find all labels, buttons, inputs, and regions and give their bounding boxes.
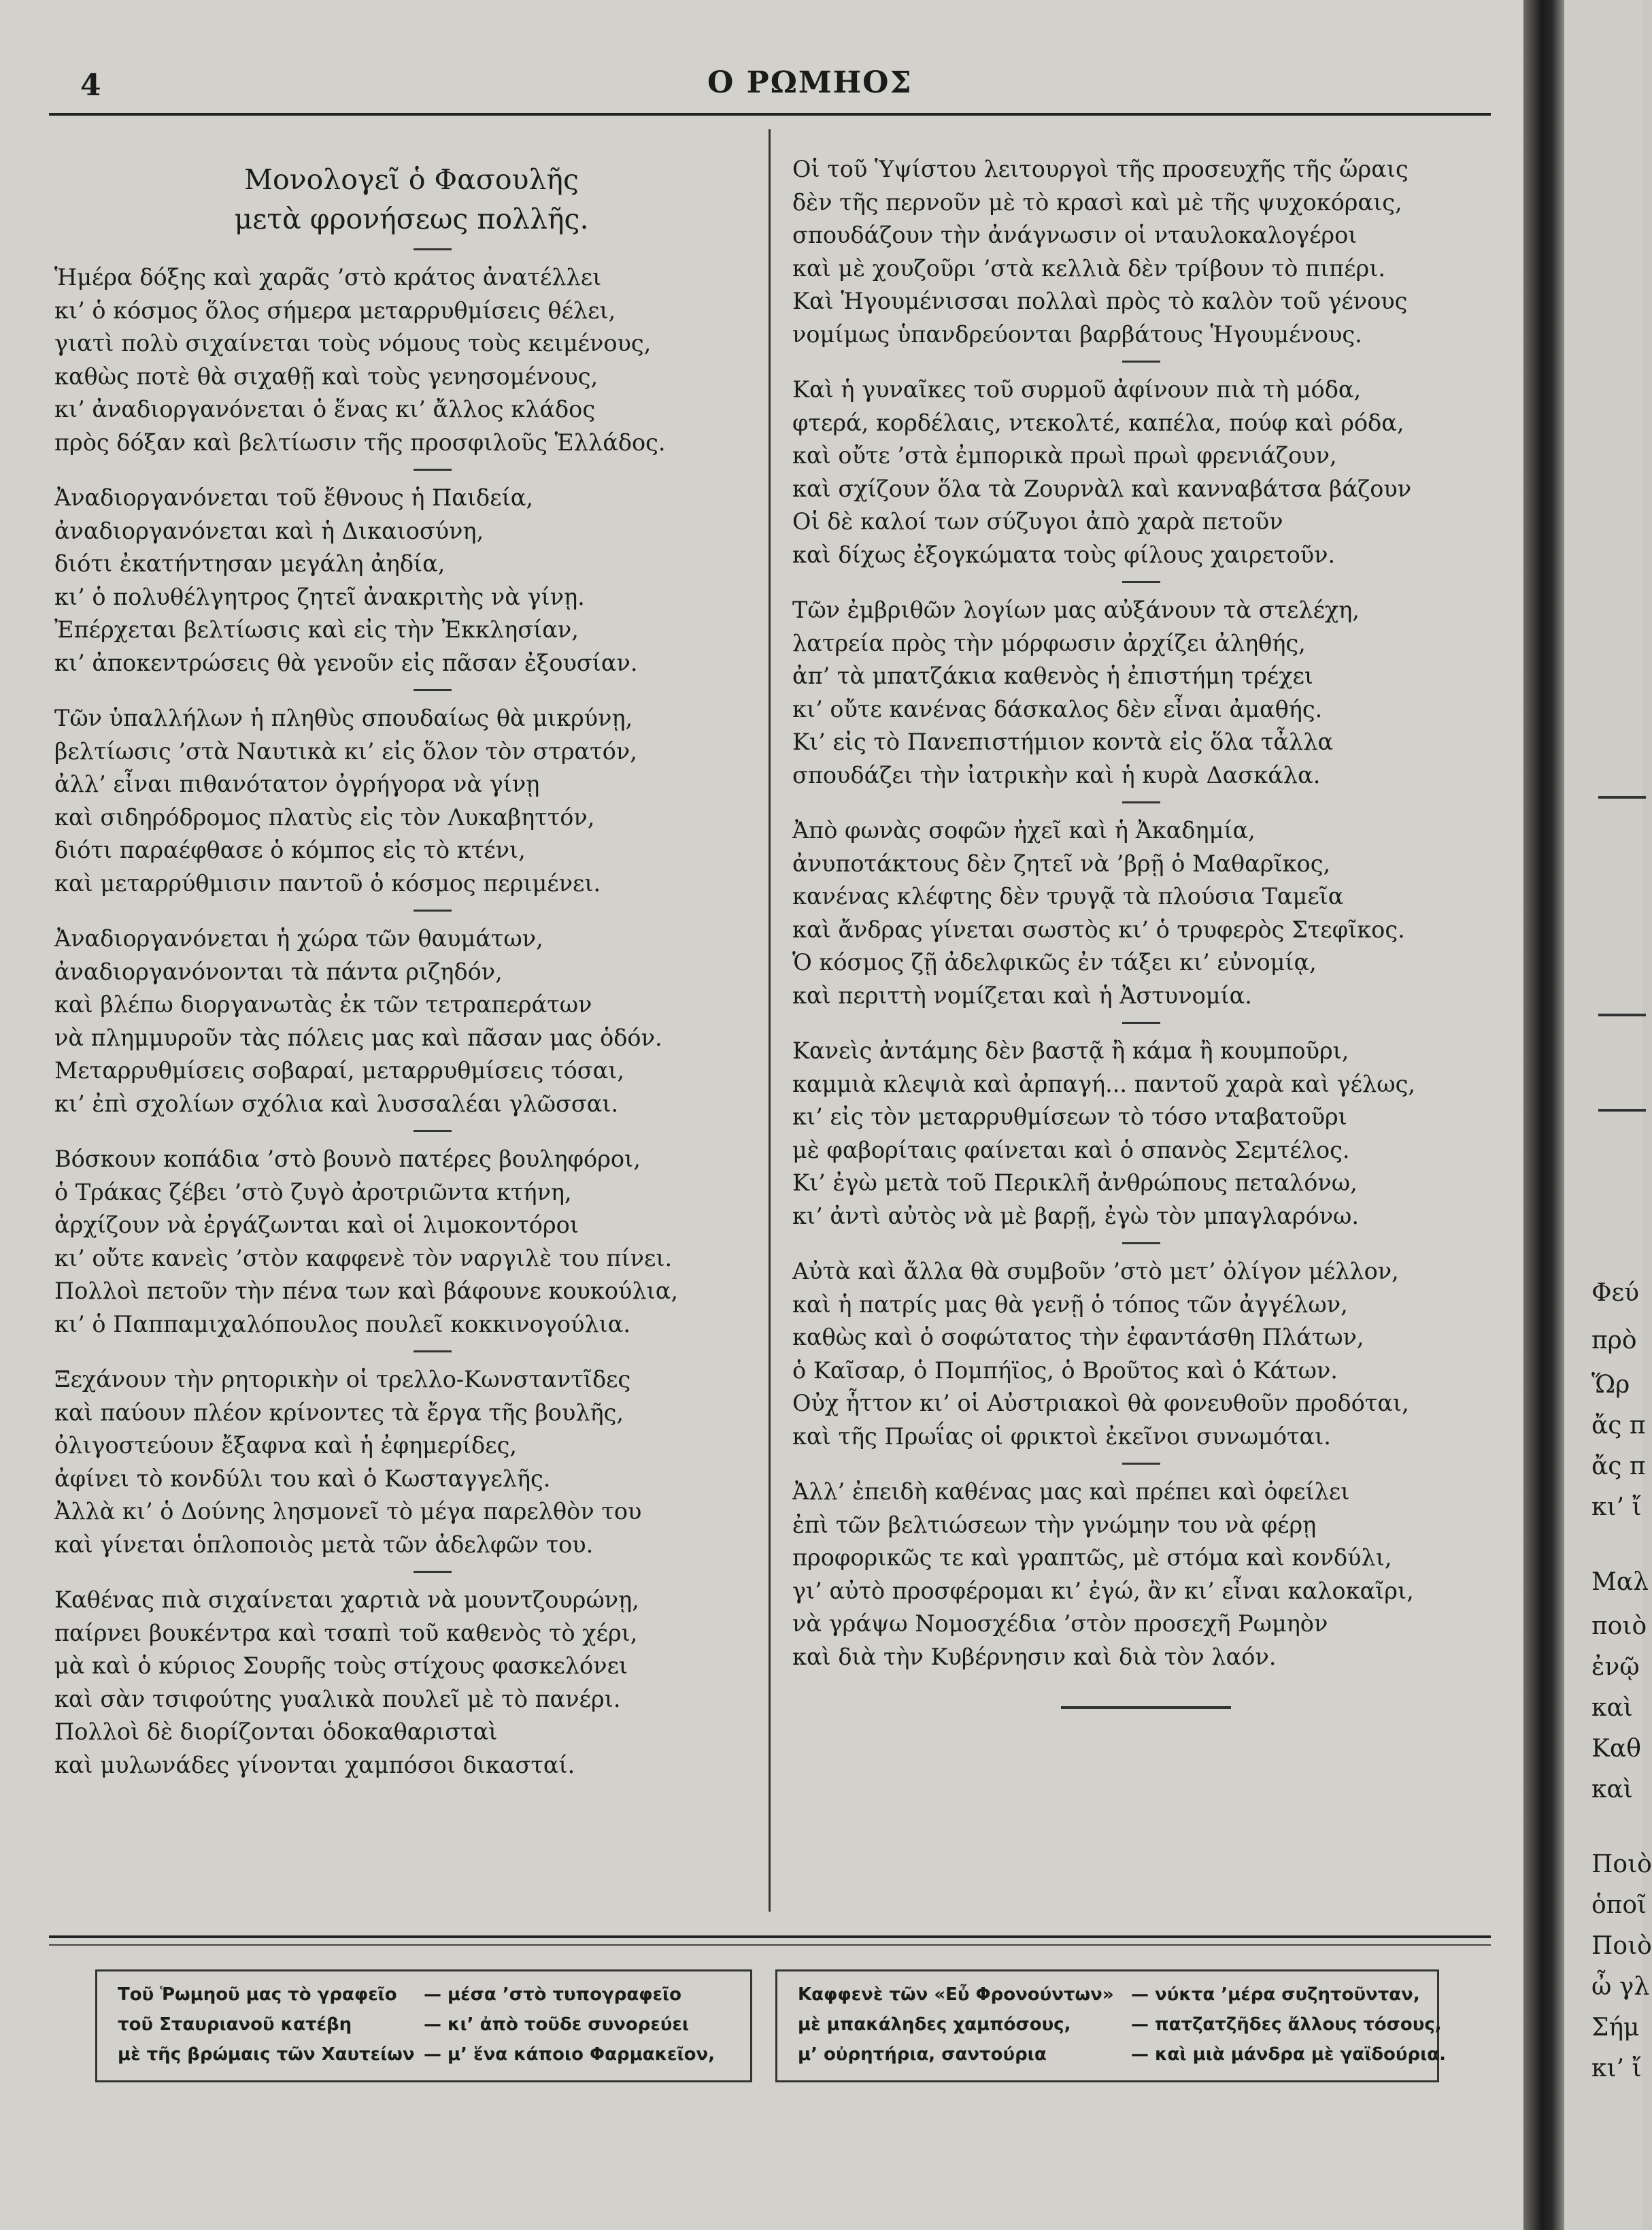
verse-line: ἀνυποτάκτους δὲν ζητεῖ νὰ ’βρῇ ὁ Μαθαρῖκος, (792, 850, 1331, 877)
stanza (792, 1476, 1506, 1674)
stanza-divider (1122, 361, 1160, 363)
adjacent-page-text: κι’ ἴ (1591, 2054, 1642, 2082)
footer-verse-second-half: — νύκτα ’μέρα συζητοῦνταν, (1131, 1984, 1420, 2005)
right-column (792, 153, 1506, 1709)
verse-line: καθὼς ποτὲ θὰ σιχαθῇ καὶ τοὺς γενησομένους, (54, 363, 599, 390)
verse-line: Ἡμέρα δόξης καὶ χαρᾶς ’στὸ κράτος ἀνατέλλει (54, 264, 602, 290)
verse-line: ἐπὶ τῶν βελτιώσεων τὴν γνώμην του νὰ φέρῃ (792, 1511, 1317, 1538)
verse-line: Ἀπὸ φωνὰς σοφῶν ἠχεῖ καὶ ἡ Ἀκαδημία, (792, 817, 1255, 844)
verse-line: κι’ ἀποκεντρώσεις θὰ γενοῦν εἰς πᾶσαν ἐξουσίαν. (54, 649, 638, 676)
stanza-divider (414, 1350, 452, 1352)
verse-line: καὶ περιττὴ νομίζεται καὶ ἡ Ἀστυνομία. (792, 982, 1252, 1009)
footer-verse-row (118, 2010, 689, 2040)
verse-line: προφορικῶς τε καὶ γραπτῶς, μὲ στόμα καὶ κονδύλι, (792, 1544, 1392, 1571)
verse-line: κι’ ἀντὶ αὐτὸς νὰ μὲ βαρῇ, ἐγὼ τὸν μπαγλαρόνω. (792, 1202, 1360, 1229)
verse-line: Τῶν ἐμβριθῶν λογίων μας αὐξάνουν τὰ στελέχη, (792, 597, 1360, 623)
adjacent-page-text: καὶ (1591, 1776, 1633, 1803)
verse-line: Ἀλλὰ κι’ ὁ Δούνης λησμονεῖ τὸ μέγα παρελθὸν του (54, 1498, 642, 1525)
verse-line: νομίμως ὑπανδρεύονται βαρβάτους Ἡγουμένους. (792, 320, 1362, 348)
verse-line: καὶ ἡ πατρίς μας θὰ γενῇ ὁ τόπος τῶν ἀγγέλων, (792, 1291, 1348, 1318)
verse-line: ἀλλ’ εἶναι πιθανότατον ὀγρήγορα νὰ γίνῃ (54, 771, 540, 797)
verse-line: μὲ φαβορίταις φαίνεται καὶ ὁ σπανὸς Σεμτέλος. (792, 1136, 1350, 1163)
book-spine (1523, 0, 1564, 2230)
stanza (54, 702, 769, 900)
verse-line: μὰ καὶ ὁ κύριος Σουρῆς τοὺς στίχους φασκελόνει (54, 1652, 628, 1679)
verse-line: ἀπ’ τὰ μπατζάκια καθενὸς ἡ ἐπιστήμη τρέχει (792, 663, 1314, 689)
verse-line: Μεταρρυθμίσεις σοβαραί, μεταρρυθμίσεις τόσαι, (54, 1057, 625, 1084)
stanza (792, 373, 1506, 571)
footer-box-right (775, 1969, 1446, 2082)
footer-verse-first-half: μ’ οὐρητήρια, σαντούρια (798, 2044, 1047, 2065)
verse-line: καὶ μεταρρύθμισιν παντοῦ ὁ κόσμος περιμένει. (54, 869, 601, 897)
verse-line: Τῶν ὑπαλλήλων ἡ πληθὺς σπουδαίως θὰ μικρύνῃ, (54, 705, 633, 731)
stanza-divider (1122, 801, 1160, 803)
adjacent-page-rule (1598, 1109, 1646, 1112)
stanza-divider (414, 469, 452, 471)
column-divider (769, 129, 771, 1912)
adjacent-page-rule (1598, 1014, 1646, 1016)
bottom-rule-thin (49, 1944, 1491, 1946)
footer-verse-first-half: μὲ τῆς βρώμαις τῶν Χαυτείων (118, 2044, 415, 2065)
verse-line: νὰ πλημμυροῦν τὰς πόλεις μας καὶ πᾶσαν μας ὁδόν. (54, 1024, 662, 1051)
footer-verse-second-half: — μέσα ’στὸ τυπογραφεῖο (424, 1984, 682, 2005)
left-column (54, 160, 769, 1782)
poem-title (54, 160, 769, 239)
stanza (792, 1255, 1506, 1453)
verse-line: Πολλοὶ δὲ διορίζονται ὁδοκαθαρισταὶ (54, 1718, 498, 1745)
stanza (54, 261, 769, 459)
verse-line: γιατὶ πολὺ σιχαίνεται τοὺς νόμους τοὺς κειμένους, (54, 330, 652, 356)
adjacent-page-text: καὶ (1591, 1694, 1633, 1722)
verse-line: Πολλοὶ πετοῦν τὴν πένα των καὶ βάφουνε κουκούλια, (54, 1278, 679, 1304)
stanza-divider (1122, 1022, 1160, 1024)
adjacent-page-text: ὁποῖ (1591, 1891, 1647, 1919)
verse-line: Καὶ ἡ γυναῖκες τοῦ συρμοῦ ἀφίνουν πιὰ τὴ μόδα, (792, 376, 1362, 403)
verse-line: καὶ ἄνδρας γίνεται σωστὸς κι’ ὁ τρυφερὸς Στεφῖκος. (792, 916, 1405, 943)
verse-line: διότι παραέφθασε ὁ κόμπος εἰς τὸ κτένι, (54, 837, 526, 863)
adjacent-page-text: πρὸ (1591, 1327, 1637, 1354)
verse-line: Βόσκουν κοπάδια ’στὸ βουνὸ πατέρες βουληφόροι, (54, 1146, 641, 1172)
adjacent-page-text: ἄς π (1591, 1412, 1646, 1439)
footer-verse-row (798, 2040, 1446, 2069)
footer-box-left (95, 1969, 752, 2082)
stanza-divider (414, 1130, 452, 1132)
verse-line: Ἀναδιοργανόνεται ἡ χώρα τῶν θαυμάτων, (54, 925, 543, 952)
verse-line: λατρεία πρὸς τὴν μόρφωσιν ἀρχίζει ἀληθής, (792, 629, 1306, 656)
end-rule (1061, 1706, 1231, 1709)
verse-line: καὶ γίνεται ὁπλοποιὸς μετὰ τῶν ἀδελφῶν του. (54, 1531, 594, 1558)
verse-line: καὶ τῆς Πρωΐας οἱ φρικτοὶ ἐκεῖνοι συνωμόται. (792, 1422, 1331, 1450)
verse-line: ἀρχίζουν νὰ ἐργάζωνται καὶ οἱ λιμοκοντόροι (54, 1212, 579, 1238)
verse-line: Κανεὶς ἀντάμης δὲν βαστᾷ ἢ κάμα ἢ κουμποῦρι, (792, 1037, 1349, 1064)
verse-line: Οἱ δὲ καλοί των σύζυγοι ἀπὸ χαρὰ πετοῦν (792, 508, 1283, 535)
verse-line: καὶ σχίζουν ὅλα τὰ Ζουρνὰλ καὶ κανναβάτσα βάζουν (792, 475, 1412, 502)
verse-line: ἀναδιοργανόνεται καὶ ἡ Δικαιοσύνη, (54, 517, 484, 544)
adjacent-page-text: ἄς π (1591, 1452, 1646, 1480)
verse-line: καμμιὰ κλεψιὰ καὶ ἀρπαγή... παντοῦ χαρὰ καὶ γέλως, (792, 1070, 1415, 1097)
verse-line: καὶ μὲ χουζοῦρι ’στὰ κελλιὰ δὲν τρίβουν τὸ πιπέρι. (792, 254, 1386, 282)
verse-line: Ἀναδιοργανόνεται τοῦ ἔθνους ἡ Παιδεία, (54, 484, 533, 511)
verse-line: Κι’ εἰς τὸ Πανεπιστήμιον κοντὰ εἰς ὅλα τἆλλα (792, 729, 1334, 755)
masthead: Ο ΡΩΜΗΟΣ (707, 65, 913, 100)
footer-verse-row (118, 2040, 715, 2069)
verse-line: κι’ ὁ Παππαμιχαλόπουλος πουλεῖ κοκκινογούλια. (54, 1310, 631, 1337)
verse-line: διότι ἐκατήντησαν μεγάλη ἀηδία, (54, 550, 445, 577)
stanza-divider (414, 910, 452, 912)
adjacent-page-text: ὦ γλ (1591, 1973, 1650, 2001)
verse-line: Ξεχάνουν τὴν ρητορικὴν οἱ τρελλο-Κωνσταντῖδες (54, 1366, 631, 1393)
stanza (792, 1035, 1506, 1233)
verse-line: Κι’ ἐγὼ μετὰ τοῦ Περικλῆ ἀνθρώπους πεταλόνω, (792, 1169, 1358, 1196)
verse-line: καὶ διὰ τὴν Κυβέρνησιν καὶ διὰ τὸν λαόν. (792, 1643, 1277, 1670)
footer-verse-first-half: Τοῦ Ῥωμηοῦ μας τὸ γραφεῖο (118, 1984, 397, 2005)
verse-line: καὶ σὰν τσιφούτης γυαλικὰ πουλεῖ μὲ τὸ πανέρι. (54, 1685, 621, 1712)
footer-verse-second-half: — καὶ μιὰ μάνδρα μὲ γαϊδούρια. (1131, 2044, 1446, 2065)
adjacent-page-text: Μαλ (1591, 1568, 1649, 1596)
verse-line: κι’ ὁ πολυθέλγητρος ζητεῖ ἀνακριτὴς νὰ γίνῃ. (54, 583, 585, 610)
verse-line: κι’ εἰς τὸν μεταρρυθμίσεων τὸ τόσο νταβατοῦρι (792, 1103, 1347, 1130)
stanza (54, 1584, 769, 1782)
verse-line: φτερά, κορδέλαις, ντεκολτέ, καπέλα, πούφ καὶ ρόδα, (792, 409, 1404, 436)
verse-line: παίρνει βουκέντρα καὶ τσαπὶ τοῦ καθενὸς τὸ χέρι, (54, 1619, 638, 1646)
verse-line: σπουδάζουν τὴν ἀνάγνωσιν οἱ νταυλοκαλογέροι (792, 222, 1358, 248)
stanza (792, 814, 1506, 1012)
verse-line: Ὁ κόσμος ζῇ ἀδελφικῶς ἐν τάξει κι’ εὐνομίᾳ, (792, 949, 1317, 976)
stanza (54, 482, 769, 680)
verse-line: Καὶ Ἡγουμένισσαι πολλαὶ πρὸς τὸ καλὸν τοῦ γένους (792, 288, 1408, 314)
verse-line: βελτίωσις ’στὰ Ναυτικὰ κι’ εἰς ὅλον τὸν στρατόν, (54, 737, 637, 765)
verse-line: ἀφίνει τὸ κονδύλι του καὶ ὁ Κωσταγγελῆς. (54, 1465, 551, 1492)
page-number: 4 (80, 68, 101, 103)
stanza (792, 594, 1506, 792)
adjacent-page-text: Καθ (1591, 1735, 1641, 1763)
verse-line: κανένας κλέφτης δὲν τρυγᾷ τὰ πλούσια Ταμεῖα (792, 883, 1344, 910)
stanza-divider (1122, 1242, 1160, 1244)
verse-line: Οὐχ ἧττον κι’ οἱ Αὐστριακοὶ θὰ φονευθοῦν προδόται, (792, 1390, 1409, 1416)
footer-verse-first-half: Καφφενὲ τῶν «Εὖ Φρονούντων» (798, 1984, 1114, 2005)
footer-verse-row (798, 1980, 1420, 2010)
footer-verse-row (118, 1980, 682, 2010)
verse-line: σπουδάζει τὴν ἰατρικὴν καὶ ἡ κυρὰ Δασκάλα. (792, 761, 1321, 788)
verse-line: Ἀλλ’ ἐπειδὴ καθένας μας καὶ πρέπει καὶ ὀφείλει (792, 1478, 1350, 1505)
stanza-divider (1122, 1463, 1160, 1465)
stanza-divider (414, 1571, 452, 1573)
adjacent-page-text: ποιὸ (1591, 1612, 1647, 1640)
stanza-divider (414, 248, 452, 250)
stanza-divider (414, 689, 452, 691)
verse-line: καὶ βλέπω διοργανωτὰς ἐκ τῶν τετραπεράτων (54, 991, 592, 1018)
stanza-divider (1122, 581, 1160, 583)
stanza (54, 1143, 769, 1341)
footer-verse-first-half: μὲ μπακάληδες χαμπόσους, (798, 2014, 1071, 2035)
adjacent-page-text: Σήμ (1591, 2014, 1640, 2042)
adjacent-page-text: Ὥρ (1591, 1371, 1630, 1399)
verse-line: ἀναδιοργανόνονται τὰ πάντα ριζηδόν, (54, 958, 503, 985)
poem-title-line: Μονολογεῖ ὁ Φασουλῆς (244, 163, 579, 196)
verse-line: κι’ ἀναδιοργανόνεται ὁ ἕνας κι’ ἄλλος κλάδος (54, 396, 596, 422)
verse-line: κι’ ἐπὶ σχολίων σχόλια καὶ λυσσαλέαι γλῶσσαι. (54, 1090, 619, 1117)
verse-line: καὶ οὔτε ’στὰ ἐμπορικὰ πρωὶ πρωὶ φρενιάζουν, (792, 442, 1337, 469)
poem-title-line: μετὰ φρονήσεως πολλῆς. (234, 203, 589, 235)
verse-line: καθὼς καὶ ὁ σοφώτατος τὴν ἐφαντάσθη Πλάτων, (792, 1324, 1364, 1350)
top-rule (49, 113, 1491, 116)
verse-line: Ἐπέρχεται βελτίωσις καὶ εἰς τὴν Ἐκκλησίαν, (54, 616, 579, 643)
verse-line: καὶ παύουν πλέον κρίνοντες τὰ ἔργα τῆς βουλῆς, (54, 1399, 624, 1426)
adjacent-page-text: κι’ ἴ (1591, 1493, 1642, 1521)
verse-line: Αὐτὰ καὶ ἄλλα θὰ συμβοῦν ’στὸ μετ’ ὀλίγον μέλλον, (792, 1258, 1399, 1284)
verse-line: γι’ αὐτὸ προσφέρομαι κι’ ἐγώ, ἂν κι’ εἶναι καλοκαῖρι, (792, 1577, 1414, 1604)
adjacent-page-edge (1564, 0, 1652, 2230)
footer-verse-second-half: — μ’ ἕνα κάποιο Φαρμακεῖον, (424, 2044, 715, 2065)
bottom-rule (49, 1935, 1491, 1938)
footer-verse-first-half: τοῦ Σταυριανοῦ κατέβη (118, 2014, 352, 2035)
stanza (792, 153, 1506, 351)
verse-line: κι’ ὁ κόσμος ὅλος σήμερα μεταρρυθμίσεις θέλει, (54, 297, 616, 324)
verse-line: ὀλιγοστεύουν ἔξαφνα καὶ ἡ ἐφημερίδες, (54, 1432, 517, 1459)
verse-line: καὶ σιδηρόδρομος πλατὺς εἰς τὸν Λυκαβηττόν, (54, 803, 595, 831)
verse-line: ὁ Τράκας ζέβει ’στὸ ζυγὸ ἀροτριῶντα κτήνη, (54, 1178, 572, 1205)
verse-line: Καθένας πιὰ σιχαίνεται χαρτιὰ νὰ μουντζουρώνῃ, (54, 1586, 639, 1613)
adjacent-page-text: Ποιὸ (1591, 1850, 1652, 1878)
verse-line: πρὸς δόξαν καὶ βελτίωσιν τῆς προσφιλοῦς Ἑλλάδος. (54, 429, 666, 456)
stanza (54, 922, 769, 1120)
verse-line: κι’ οὔτε κανένας δάσκαλος δὲν εἶναι ἀμαθής. (792, 695, 1323, 722)
verse-line: ὁ Καῖσαρ, ὁ Πομπήϊος, ὁ Βροῦτος καὶ ὁ Κάτων. (792, 1357, 1338, 1384)
verse-line: δὲν τῆς περνοῦν μὲ τὸ κρασὶ καὶ μὲ τῆς ψυχοκόραις, (792, 188, 1402, 216)
footer-verse-second-half: — πατζατζῆδες ἄλλους τόσους, (1131, 2014, 1442, 2035)
verse-line: κι’ οὔτε κανεὶς ’στὸν καφφενὲ τὸν ναργιλὲ του πίνει. (54, 1244, 673, 1271)
verse-line: καὶ μυλωνάδες γίνονται χαμπόσοι δικασταί. (54, 1751, 575, 1778)
verse-line: Οἱ τοῦ Ὑψίστου λειτουργοὶ τῆς προσευχῆς τῆς ὥραις (792, 156, 1409, 182)
footer-verse-second-half: — κι’ ἀπὸ τοῦδε συνορεύει (424, 2014, 689, 2035)
verse-line: νὰ γράψω Νομοσχέδια ’στὸν προσεχῆ Ρωμηὸν (792, 1610, 1328, 1637)
adjacent-page-rule (1598, 796, 1646, 799)
adjacent-page-text: Ποιὸ (1591, 1932, 1652, 1960)
verse-line: καὶ δίχως ἐξογκώματα τοὺς φίλους χαιρετοῦν. (792, 541, 1336, 568)
stanza (54, 1363, 769, 1561)
footer-verse-row (798, 2010, 1442, 2040)
adjacent-page-text: Φεύ (1591, 1279, 1640, 1307)
adjacent-page-text: ἐνῷ (1591, 1653, 1640, 1681)
